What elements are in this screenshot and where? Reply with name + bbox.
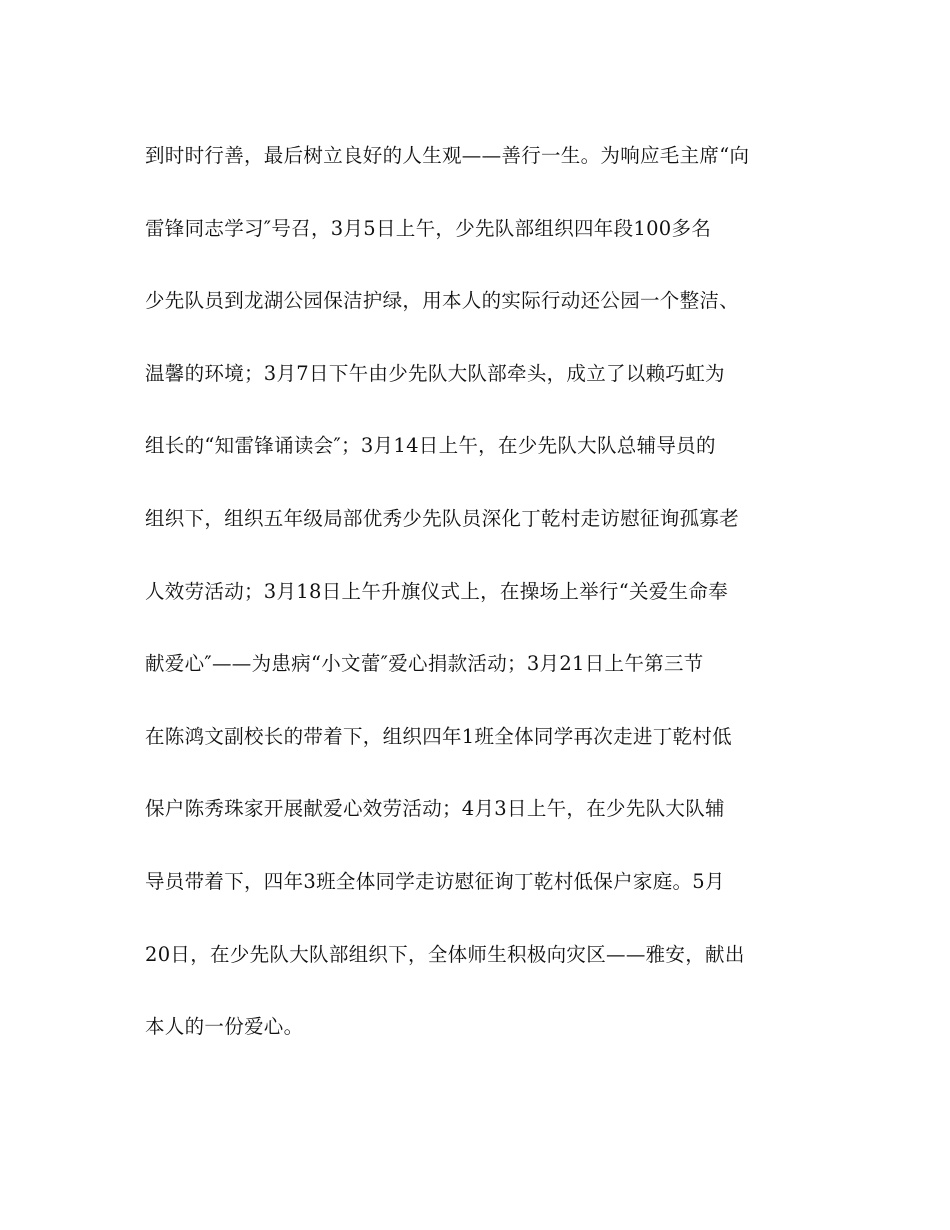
paragraph-line: 温馨的环境；3月7日下午由少先队大队部牵头，成立了以赖巧虹为: [145, 361, 725, 385]
body-paragraph: [145, 136, 805, 1080]
paragraph-line: 人效劳活动；3月18日上午升旗仪式上，在操场上举行“关爱生命奉: [145, 579, 728, 603]
paragraph-line: 组长的“知雷锋诵读会″；3月14日上午，在少先队大队总辅导员的: [145, 434, 716, 458]
paragraph-line: 雷锋同志学习″号召，3月5日上午，少先队部组织四年段100多名: [145, 216, 712, 240]
paragraph-line: 少先队员到龙湖公园保洁护绿，用本人的实际行动还公园一个整洁、: [145, 289, 740, 313]
paragraph-line: 到时时行善，最后树立良好的人生观——善行一生。为响应毛主席“向: [145, 144, 750, 167]
paragraph-line: 保户陈秀珠家开展献爱心效劳活动；4月3日上午，在少先队大队辅: [145, 797, 725, 821]
paragraph-line: 在陈鸿文副校长的带着下，组织四年1班全体同学再次走进丁乾村低: [145, 724, 732, 748]
paragraph-line: 献爱心″——为患病“小文蕾″爱心捐款活动；3月21日上午第三节: [145, 652, 704, 676]
paragraph-line: 本人的一份爱心。: [145, 1015, 304, 1039]
paragraph-line: 组织下，组织五年级局部优秀少先队员深化丁乾村走访慰征询孤寡老: [145, 506, 740, 530]
paragraph-line: 导员带着下，四年3班全体同学走访慰征询丁乾村低保户家庭。5月: [145, 869, 725, 893]
paragraph-line: 20日，在少先队大队部组织下，全体师生积极向灾区——雅安，献出: [145, 942, 745, 966]
